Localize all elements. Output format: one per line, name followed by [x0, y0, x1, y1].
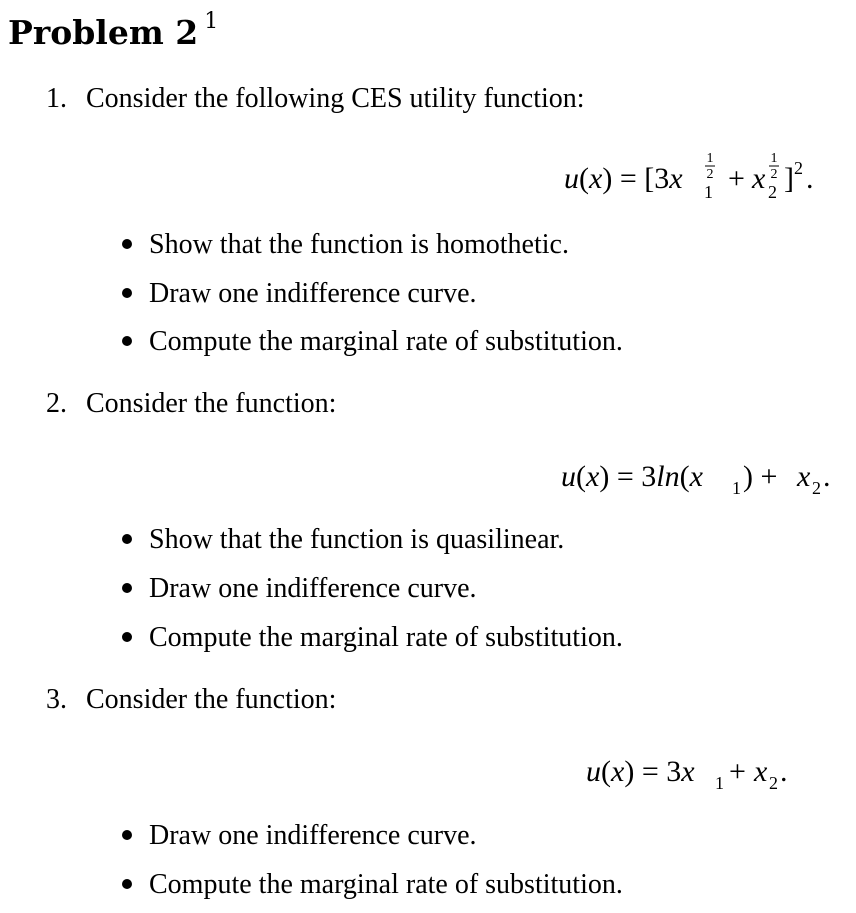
quasilinear-formula-svg [557, 450, 847, 500]
problem-2-number: 2. [46, 388, 67, 419]
svg-text:+: + [729, 755, 746, 788]
problem-2-prompt-text: Consider the function: [86, 388, 337, 419]
problem-3-formula [584, 745, 824, 806]
bullet-dot-icon [122, 288, 132, 298]
svg-text:.: . [780, 755, 788, 788]
svg-text:2: 2 [706, 167, 714, 182]
problem-1-prompt [46, 82, 585, 116]
svg-text:2: 2 [794, 158, 803, 178]
problem-1-bullet-2: Draw one indifference curve. [122, 277, 477, 311]
title-text: Problem 2 [8, 13, 199, 52]
svg-text:2: 2 [770, 167, 778, 182]
bullet-dot-icon [122, 239, 132, 249]
problem-1-formula [560, 140, 840, 211]
svg-text:x: x [752, 162, 766, 195]
svg-text:u(x) = 3ln(x: u(x) = 3ln(x [561, 460, 703, 493]
svg-text:1: 1 [770, 151, 778, 166]
problem-2-formula [557, 450, 847, 511]
problem-2-formula-source: u(x) = 3ln(x₁) + x₂. [557, 450, 565, 451]
svg-text:1: 1 [706, 151, 714, 166]
svg-text:) +: ) + [743, 460, 778, 493]
svg-text:2: 2 [768, 182, 777, 202]
svg-text:x: x [797, 460, 811, 493]
problem-1-bullet-3: Compute the marginal rate of substitution. [122, 325, 623, 359]
title-footnote-marker: 1 [204, 9, 219, 34]
bullet-dot-icon [122, 336, 132, 346]
svg-text:2: 2 [769, 773, 778, 793]
problem-1-formula-source: u(x) = [3x₁^(1/2) + x₂^(1/2)]². [560, 140, 573, 141]
svg-text:1: 1 [715, 773, 724, 793]
svg-text:]: ] [784, 162, 794, 195]
problem-2-bullet-1: Show that the function is quasilinear. [122, 523, 564, 557]
problem-1-number: 1. [46, 83, 67, 114]
linear-formula-svg [584, 745, 824, 795]
svg-text:.: . [806, 162, 814, 195]
svg-text:1: 1 [732, 478, 741, 498]
problem-2-prompt [46, 387, 336, 421]
svg-text:u(x) = 3x: u(x) = 3x [586, 755, 695, 788]
problem-2-bullet-3: Compute the marginal rate of substitution. [122, 621, 623, 655]
ces-formula-svg [560, 140, 840, 200]
bullet-dot-icon [122, 632, 132, 642]
problem-3-prompt [46, 683, 336, 717]
bullet-dot-icon [122, 879, 132, 889]
problem-3-bullet-2: Compute the marginal rate of substitution. [122, 868, 623, 902]
problem-3-number: 3. [46, 684, 67, 715]
svg-text:.: . [823, 460, 831, 493]
problem-2-bullet-2: Draw one indifference curve. [122, 572, 477, 606]
problem-3-bullet-1: Draw one indifference curve. [122, 819, 477, 853]
page-title [8, 2, 218, 57]
svg-text:+: + [728, 162, 745, 195]
svg-text:x: x [754, 755, 768, 788]
bullet-dot-icon [122, 830, 132, 840]
svg-text:u(x) = [3x: u(x) = [3x [564, 162, 683, 195]
bullet-dot-icon [122, 534, 132, 544]
problem-3-prompt-text: Consider the function: [86, 684, 337, 715]
problem-3-formula-source: u(x) = 3x₁ + x₂. [584, 745, 591, 746]
svg-text:1: 1 [704, 182, 713, 202]
bullet-dot-icon [122, 583, 132, 593]
svg-text:2: 2 [812, 478, 821, 498]
problem-1-prompt-text: Consider the following CES utility function: [86, 83, 585, 114]
problem-1-bullet-1: Show that the function is homothetic. [122, 228, 569, 262]
